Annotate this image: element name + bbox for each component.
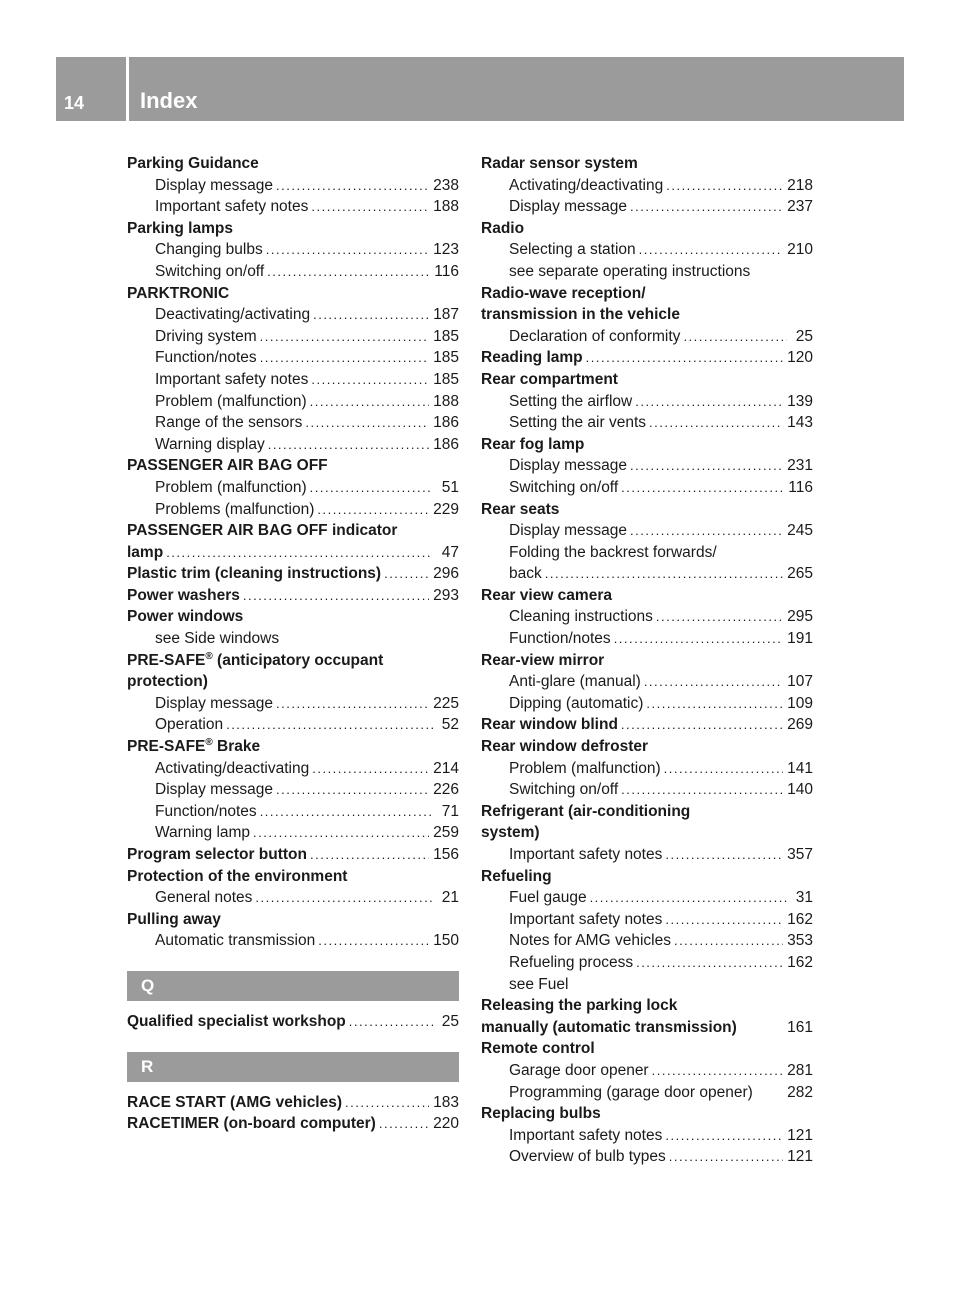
index-heading: Remote control bbox=[481, 1040, 595, 1058]
index-heading: Replacing bulbs bbox=[481, 1105, 601, 1123]
index-entry[interactable]: Overview of bulb types ..... 121 bbox=[481, 1146, 813, 1168]
index-heading: Refueling bbox=[481, 867, 552, 885]
page-ref: 295 bbox=[787, 608, 813, 626]
index-entry[interactable]: Warning lamp ..... 259 bbox=[127, 822, 459, 844]
page-ref: 185 bbox=[433, 370, 459, 388]
index-entry[interactable]: Activating/deactivating ..... 214 bbox=[127, 758, 459, 780]
index-column-left bbox=[127, 153, 459, 1135]
index-entry[interactable]: Function/notes ..... 191 bbox=[481, 628, 813, 650]
index-heading: PASSENGER AIR BAG OFF bbox=[127, 457, 328, 475]
index-entry[interactable]: Declaration of conformity ..... 25 bbox=[481, 326, 813, 348]
index-entry[interactable]: Plastic trim (cleaning instructions) ..... 296 bbox=[127, 563, 459, 585]
page-ref: 293 bbox=[433, 586, 459, 604]
index-heading: Rear window defroster bbox=[481, 738, 649, 756]
page-ref: 185 bbox=[433, 327, 459, 345]
page-ref: 187 bbox=[433, 306, 459, 324]
page-ref: 107 bbox=[787, 673, 813, 691]
index-heading: PRE-SAFE® (anticipatory occupant bbox=[127, 650, 384, 669]
index-entry[interactable]: Selecting a station ..... 210 bbox=[481, 239, 813, 261]
index-heading: Rear seats bbox=[481, 500, 560, 518]
registered-mark: ® bbox=[205, 650, 213, 662]
index-entry[interactable]: Switching on/off ..... 116 bbox=[481, 477, 813, 499]
page-ref: 259 bbox=[433, 824, 459, 842]
index-heading: Rear compartment bbox=[481, 370, 618, 388]
index-entry[interactable]: Anti-glare (manual) ..... 107 bbox=[481, 671, 813, 693]
page-ref: 225 bbox=[433, 694, 459, 712]
index-heading: transmission in the vehicle bbox=[481, 306, 680, 324]
index-entry[interactable]: Problem (malfunction) ..... 188 bbox=[127, 391, 459, 413]
index-entry[interactable]: RACETIMER (on-board computer) ..... 220 bbox=[127, 1113, 459, 1135]
page-header bbox=[56, 57, 904, 121]
page-ref: 123 bbox=[433, 241, 459, 259]
page-ref: 51 bbox=[441, 478, 459, 496]
index-entry-wrap: Folding the backrest forwards/ bbox=[509, 543, 717, 561]
index-entry[interactable]: Driving system ..... 185 bbox=[127, 326, 459, 348]
index-entry[interactable]: Dipping (automatic) ..... 109 bbox=[481, 693, 813, 715]
letter-section-r: R bbox=[127, 1052, 459, 1082]
index-heading: Power windows bbox=[127, 608, 244, 626]
index-entry[interactable]: Problem (malfunction) ..... 141 bbox=[481, 758, 813, 780]
index-heading: protection) bbox=[127, 673, 208, 691]
page-ref: 357 bbox=[787, 846, 813, 863]
index-entry[interactable]: Display message ..... 237 bbox=[481, 196, 813, 218]
page-ref: 186 bbox=[433, 435, 459, 453]
page-ref: 121 bbox=[787, 1148, 813, 1166]
index-entry[interactable]: Activating/deactivating ..... 218 bbox=[481, 175, 813, 197]
page-ref: 71 bbox=[441, 802, 459, 820]
index-entry[interactable]: RACE START (AMG vehicles) ..... 183 bbox=[127, 1092, 459, 1114]
index-heading: Refrigerant (air-conditioning bbox=[481, 802, 691, 820]
page-number: 14 bbox=[64, 93, 85, 113]
index-entry[interactable]: Display message ..... 231 bbox=[481, 455, 813, 477]
index-entry[interactable]: Display message ..... 245 bbox=[481, 520, 813, 542]
index-entry[interactable]: Qualified specialist workshop ..... 25 bbox=[127, 1011, 459, 1033]
page-ref: 120 bbox=[787, 349, 813, 367]
index-entry[interactable]: Garage door opener ..... 281 bbox=[481, 1060, 813, 1082]
index-heading: Rear fog lamp bbox=[481, 435, 585, 453]
index-see-reference[interactable]: see separate operating instructions bbox=[509, 262, 751, 280]
page-ref: 191 bbox=[787, 630, 813, 648]
page-ref: 162 bbox=[787, 910, 813, 928]
page-ref: 121 bbox=[787, 1126, 813, 1144]
index-entry[interactable]: lamp ..... 47 bbox=[127, 542, 459, 564]
index-entry[interactable]: Deactivating/activating ..... 187 bbox=[127, 304, 459, 326]
index-heading: PARKTRONIC bbox=[127, 284, 230, 302]
index-entry[interactable]: Switching on/off ..... 116 bbox=[127, 261, 459, 283]
page-ref: 143 bbox=[787, 414, 813, 432]
index-heading: Radio-wave reception/ bbox=[481, 284, 646, 302]
page-ref: 237 bbox=[787, 198, 813, 216]
page-ref: 31 bbox=[795, 889, 813, 907]
index-column-right bbox=[481, 153, 813, 1168]
page-ref: 109 bbox=[787, 694, 813, 712]
index-heading: Protection of the environment bbox=[127, 867, 348, 885]
registered-mark: ® bbox=[205, 737, 213, 749]
index-entry[interactable]: Problem (malfunction) ..... 51 bbox=[127, 477, 459, 499]
index-entry[interactable]: Program selector button ..... 156 bbox=[127, 844, 459, 866]
index-entry[interactable]: Important safety notes ..... 162 bbox=[481, 909, 813, 931]
index-entry[interactable]: Notes for AMG vehicles ..... 353 bbox=[481, 930, 813, 952]
index-heading: PASSENGER AIR BAG OFF indicator bbox=[127, 522, 398, 540]
page-ref: 229 bbox=[433, 500, 459, 518]
index-entry[interactable]: Display message ..... 225 bbox=[127, 693, 459, 715]
page-ref: 238 bbox=[433, 176, 459, 194]
index-entry[interactable]: Changing bulbs ..... 123 bbox=[127, 239, 459, 261]
index-see-reference[interactable]: see Fuel bbox=[509, 975, 569, 993]
page-ref: 52 bbox=[441, 716, 459, 734]
page-title: Index bbox=[140, 88, 198, 113]
index-entry[interactable]: Setting the airflow ..... 139 bbox=[481, 391, 813, 413]
index-entry[interactable]: Warning display ..... 186 bbox=[127, 434, 459, 456]
index-entry[interactable]: Rear window blind ..... 269 bbox=[481, 714, 813, 736]
index-heading: Parking lamps bbox=[127, 219, 233, 237]
page-ref: 162 bbox=[787, 953, 813, 971]
page-ref: 156 bbox=[433, 846, 459, 863]
page-ref: 210 bbox=[787, 241, 813, 259]
page-ref: 188 bbox=[433, 198, 459, 216]
page-ref: 25 bbox=[441, 1012, 459, 1030]
page-ref: 141 bbox=[787, 759, 813, 777]
index-heading: Radio bbox=[481, 219, 525, 237]
index-entry[interactable]: Programming (garage door opener) 282 bbox=[481, 1082, 813, 1104]
index-heading: Releasing the parking lock bbox=[481, 997, 678, 1015]
page-ref: 140 bbox=[787, 781, 813, 799]
index-entry[interactable]: Range of the sensors ..... 186 bbox=[127, 412, 459, 434]
page-ref: 265 bbox=[787, 565, 813, 583]
page-ref: 25 bbox=[795, 327, 813, 345]
header-divider bbox=[126, 57, 129, 121]
page-ref: 220 bbox=[433, 1115, 459, 1133]
index-heading: PRE-SAFE® Brake bbox=[127, 737, 261, 756]
index-entry[interactable]: Important safety notes ..... 121 bbox=[481, 1125, 813, 1147]
index-heading: Parking Guidance bbox=[127, 155, 259, 172]
index-entry[interactable]: Function/notes ..... 185 bbox=[127, 347, 459, 369]
index-see-reference[interactable]: see Side windows bbox=[155, 630, 280, 648]
index-heading: Pulling away bbox=[127, 910, 221, 928]
page-ref: 296 bbox=[433, 565, 459, 583]
index-heading: system) bbox=[481, 824, 540, 842]
index-entry[interactable]: Operation ..... 52 bbox=[127, 714, 459, 736]
page-ref: 218 bbox=[787, 176, 813, 194]
page-ref: 353 bbox=[787, 932, 813, 950]
page-ref: 281 bbox=[787, 1061, 813, 1079]
letter-section-q: Q bbox=[127, 971, 459, 1001]
page-ref: 188 bbox=[433, 392, 459, 410]
page-ref: 214 bbox=[433, 759, 459, 777]
page-ref: 116 bbox=[434, 262, 459, 280]
index-entry[interactable]: Automatic transmission ..... 150 bbox=[127, 930, 459, 952]
index-entry[interactable]: manually (automatic transmission) 161 bbox=[481, 1017, 813, 1039]
index-entry[interactable]: Important safety notes ..... 357 bbox=[481, 844, 813, 866]
index-entry[interactable]: Problems (malfunction) ..... 229 bbox=[127, 499, 459, 521]
index-entry[interactable]: Important safety notes ..... 185 bbox=[127, 369, 459, 391]
page-ref: 161 bbox=[787, 1018, 813, 1036]
page-ref: 47 bbox=[441, 543, 459, 561]
page-ref: 139 bbox=[787, 392, 813, 410]
index-heading: Rear view camera bbox=[481, 586, 612, 604]
page-ref: 186 bbox=[433, 414, 459, 432]
page-ref: 231 bbox=[787, 457, 813, 475]
index-entry[interactable]: Display message ..... 238 bbox=[127, 175, 459, 197]
index-entry[interactable]: Switching on/off ..... 140 bbox=[481, 779, 813, 801]
index-entry[interactable]: Power washers ..... 293 bbox=[127, 585, 459, 607]
page-ref: 282 bbox=[787, 1083, 813, 1101]
index-entry[interactable]: Fuel gauge ..... 31 bbox=[481, 887, 813, 909]
page-ref: 150 bbox=[433, 932, 459, 950]
page-ref: 21 bbox=[441, 889, 459, 907]
index-entry[interactable]: back ..... 265 bbox=[481, 563, 813, 585]
index-heading: Rear-view mirror bbox=[481, 651, 605, 669]
index-entry[interactable]: Display message ..... 226 bbox=[127, 779, 459, 801]
index-entry[interactable]: Function/notes ..... 71 bbox=[127, 801, 459, 823]
index-entry[interactable]: General notes ..... 21 bbox=[127, 887, 459, 909]
index-entry[interactable]: Refueling process ..... 162 bbox=[481, 952, 813, 974]
index-entry[interactable]: Setting the air vents ..... 143 bbox=[481, 412, 813, 434]
page-ref: 226 bbox=[433, 781, 459, 799]
page-ref: 185 bbox=[433, 349, 459, 367]
page-ref: 183 bbox=[433, 1093, 459, 1111]
index-heading: Radar sensor system bbox=[481, 155, 638, 172]
index-entry[interactable]: Reading lamp ..... 120 bbox=[481, 347, 813, 369]
page-ref: 269 bbox=[787, 716, 813, 734]
page-ref: 116 bbox=[788, 478, 813, 496]
page-ref: 245 bbox=[787, 522, 813, 540]
index-entry[interactable]: Cleaning instructions ..... 295 bbox=[481, 606, 813, 628]
index-entry[interactable]: Important safety notes ..... 188 bbox=[127, 196, 459, 218]
